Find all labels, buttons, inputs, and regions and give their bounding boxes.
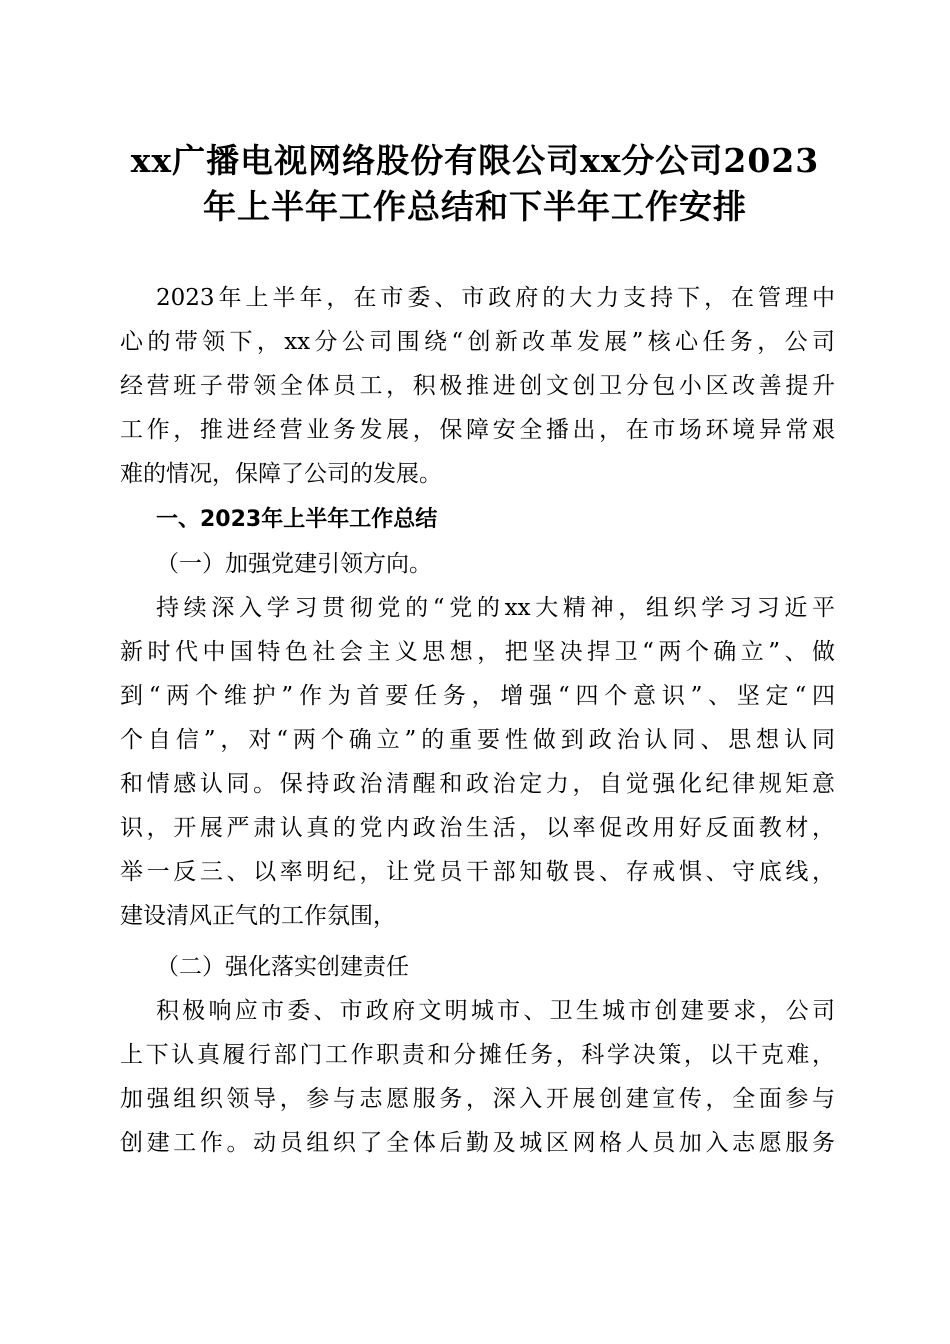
intro-line-1: 2023年上半年，在市委、市政府的大力支持下，在管理中	[156, 285, 835, 311]
subsection1-heading: （一）加强党建引领方向。	[156, 551, 432, 577]
sub1-line-8: 建设清风正气的工作氛围，	[120, 903, 396, 929]
sub1-line-2: 新时代中国特色社会主义思想，把坚决捍卫“两个确立”、做	[120, 639, 835, 665]
sub2-line-2: 上下认真履行部门工作职责和分摊任务，科学决策，以干克难，	[120, 1042, 835, 1068]
sub1-line-3: 到“两个维护”作为首要任务，增强“四个意识”、坚定“四	[120, 683, 835, 709]
sub1-line-7: 举一反三、以率明纪，让党员干部知敬畏、存戒惧、守底线，	[120, 859, 835, 885]
intro-line-5: 难的情况，保障了公司的发展。	[120, 461, 442, 487]
intro-line-3: 经营班子带领全体员工，积极推进创文创卫分包小区改善提升	[120, 373, 835, 399]
sub2-line-4: 创建工作。动员组织了全体后勤及城区网格人员加入志愿服务	[120, 1130, 835, 1156]
document-title	[100, 138, 850, 230]
intro-line-4: 工作，推进经营业务发展，保障安全播出，在市场环境异常艰	[120, 417, 835, 443]
subsection2-heading: （二）强化落实创建责任	[156, 954, 409, 980]
title-line-1: xx广播电视网络股份有限公司xx分公司2023	[130, 141, 820, 180]
sub1-line-5: 和情感认同。保持政治清醒和政治定力，自觉强化纪律规矩意	[120, 771, 835, 797]
title-line-2: 年上半年工作总结和下半年工作安排	[203, 187, 747, 226]
section1-heading: 一、2023年上半年工作总结	[156, 507, 438, 532]
sub1-line-4: 个自信”，对“两个确立”的重要性做到政治认同、思想认同	[120, 727, 835, 753]
sub1-line-1: 持续深入学习贯彻党的“党的xx大精神，组织学习习近平	[156, 595, 835, 621]
intro-line-2: 心的带领下，xx分公司围绕“创新改革发展”核心任务，公司	[120, 329, 835, 355]
sub1-line-6: 识，开展严肃认真的党内政治生活，以率促改用好反面教材，	[120, 815, 835, 841]
sub2-line-1: 积极响应市委、市政府文明城市、卫生城市创建要求，公司	[156, 998, 835, 1024]
sub2-line-3: 加强组织领导，参与志愿服务，深入开展创建宣传，全面参与	[120, 1086, 835, 1112]
